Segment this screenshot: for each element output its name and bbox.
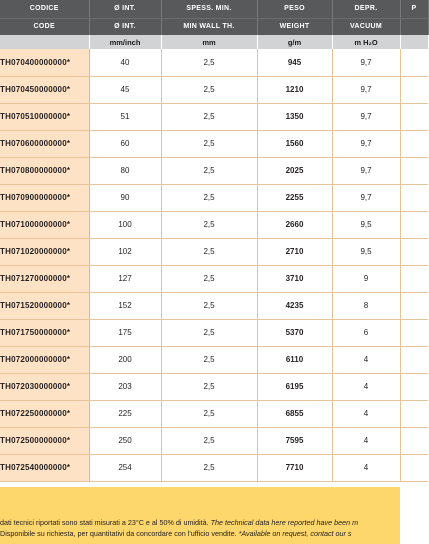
code-cell: TH071270000000* [0, 265, 89, 292]
vacuum-cell: 9,7 [332, 130, 400, 157]
code-cell: TH070400000000* [0, 49, 89, 76]
code-cell: TH071020000000* [0, 238, 89, 265]
vacuum-cell: 9,5 [332, 211, 400, 238]
extra-cell [400, 346, 428, 373]
header-vacuum-en: VACUUM [332, 18, 400, 35]
extra-cell [400, 49, 428, 76]
table-body [0, 49, 428, 481]
extra-cell [400, 427, 428, 454]
vacuum-cell: 6 [332, 319, 400, 346]
vacuum-cell: 4 [332, 427, 400, 454]
wall-thickness-cell: 2,5 [161, 346, 257, 373]
unit-extra [400, 35, 428, 49]
code-cell: TH072540000000* [0, 454, 89, 481]
inner-diameter-cell: 102 [89, 238, 161, 265]
header-row-english [0, 18, 428, 35]
code-cell: TH072500000000* [0, 427, 89, 454]
extra-cell [400, 130, 428, 157]
code-cell: TH071520000000* [0, 292, 89, 319]
header-wall-en: MIN WALL TH. [161, 18, 257, 35]
wall-thickness-cell: 2,5 [161, 319, 257, 346]
header-code-en: CODE [0, 18, 89, 35]
vacuum-cell: 9,7 [332, 103, 400, 130]
header-weight-en: WEIGHT [257, 18, 332, 35]
header-dint-en: Ø INT. [89, 18, 161, 35]
weight-cell: 1350 [257, 103, 332, 130]
wall-thickness-cell: 2,5 [161, 211, 257, 238]
header-wall-it: SPESS. MIN. [161, 0, 257, 18]
weight-cell: 3710 [257, 265, 332, 292]
table-row [0, 400, 428, 427]
unit-vacuum: m H₂O [332, 35, 400, 49]
code-cell: TH070900000000* [0, 184, 89, 211]
vacuum-cell: 4 [332, 454, 400, 481]
table-row [0, 319, 428, 346]
inner-diameter-cell: 175 [89, 319, 161, 346]
vacuum-cell: 9,7 [332, 76, 400, 103]
inner-diameter-cell: 90 [89, 184, 161, 211]
unit-weight: g/m [257, 35, 332, 49]
unit-dint: mm/inch [89, 35, 161, 49]
footer-notes [0, 487, 400, 544]
code-cell: TH070510000000* [0, 103, 89, 130]
vacuum-cell: 9,7 [332, 184, 400, 211]
weight-cell: 1210 [257, 76, 332, 103]
weight-cell: 7595 [257, 427, 332, 454]
weight-cell: 6110 [257, 346, 332, 373]
vacuum-cell: 9,7 [332, 49, 400, 76]
wall-thickness-cell: 2,5 [161, 76, 257, 103]
extra-cell [400, 319, 428, 346]
wall-thickness-cell: 2,5 [161, 265, 257, 292]
weight-cell: 7710 [257, 454, 332, 481]
footer-line-1-italian: dati tecnici riportati sono stati misurati a 23°C e al 50% di umidità. [0, 518, 209, 527]
wall-thickness-cell: 2,5 [161, 184, 257, 211]
extra-cell [400, 184, 428, 211]
weight-cell: 2255 [257, 184, 332, 211]
inner-diameter-cell: 254 [89, 454, 161, 481]
code-cell: TH070800000000* [0, 157, 89, 184]
wall-thickness-cell: 2,5 [161, 238, 257, 265]
wall-thickness-cell: 2,5 [161, 130, 257, 157]
table-row [0, 427, 428, 454]
inner-diameter-cell: 40 [89, 49, 161, 76]
wall-thickness-cell: 2,5 [161, 454, 257, 481]
header-weight-it: PESO [257, 0, 332, 18]
inner-diameter-cell: 51 [89, 103, 161, 130]
code-cell: TH070600000000* [0, 130, 89, 157]
extra-cell [400, 265, 428, 292]
header-dint-it: Ø INT. [89, 0, 161, 18]
extra-cell [400, 76, 428, 103]
weight-cell: 6195 [257, 373, 332, 400]
footer-line-2-italian: Disponibile su richiesta, per quantitativi da concordare con l'ufficio vendite. [0, 529, 237, 538]
inner-diameter-cell: 45 [89, 76, 161, 103]
code-cell: TH072250000000* [0, 400, 89, 427]
code-cell: TH072000000000* [0, 346, 89, 373]
wall-thickness-cell: 2,5 [161, 427, 257, 454]
footer-line-2-english: *Available on request, contact our s [236, 529, 352, 538]
vacuum-cell: 4 [332, 346, 400, 373]
table-row [0, 157, 428, 184]
code-cell: TH070450000000* [0, 76, 89, 103]
weight-cell: 6855 [257, 400, 332, 427]
code-cell: TH071750000000* [0, 319, 89, 346]
wall-thickness-cell: 2,5 [161, 49, 257, 76]
code-cell: TH072030000000* [0, 373, 89, 400]
unit-code [0, 35, 89, 49]
table-row [0, 211, 428, 238]
footer-line-1-english: The technical data here reported have been m [208, 518, 359, 527]
inner-diameter-cell: 200 [89, 346, 161, 373]
table-row [0, 454, 428, 481]
unit-wall: mm [161, 35, 257, 49]
vacuum-cell: 4 [332, 400, 400, 427]
table-row [0, 265, 428, 292]
header-code-it: CODICE [0, 0, 89, 18]
footer-line-2 [0, 529, 400, 538]
table-row [0, 292, 428, 319]
footer-line-1 [0, 518, 400, 527]
table-row [0, 346, 428, 373]
extra-cell [400, 373, 428, 400]
extra-cell [400, 103, 428, 130]
inner-diameter-cell: 225 [89, 400, 161, 427]
table-row [0, 373, 428, 400]
wall-thickness-cell: 2,5 [161, 292, 257, 319]
inner-diameter-cell: 127 [89, 265, 161, 292]
header-extra-it: P [400, 0, 428, 18]
extra-cell [400, 238, 428, 265]
inner-diameter-cell: 203 [89, 373, 161, 400]
inner-diameter-cell: 250 [89, 427, 161, 454]
table-row [0, 76, 428, 103]
vacuum-cell: 9,7 [332, 157, 400, 184]
extra-cell [400, 400, 428, 427]
wall-thickness-cell: 2,5 [161, 400, 257, 427]
vacuum-cell: 9,5 [332, 238, 400, 265]
weight-cell: 2660 [257, 211, 332, 238]
header-row-units [0, 35, 428, 49]
weight-cell: 2025 [257, 157, 332, 184]
weight-cell: 1560 [257, 130, 332, 157]
vacuum-cell: 9 [332, 265, 400, 292]
extra-cell [400, 454, 428, 481]
inner-diameter-cell: 60 [89, 130, 161, 157]
extra-cell [400, 292, 428, 319]
inner-diameter-cell: 152 [89, 292, 161, 319]
weight-cell: 4235 [257, 292, 332, 319]
header-vacuum-it: DEPR. [332, 0, 400, 18]
weight-cell: 2710 [257, 238, 332, 265]
table-row [0, 49, 428, 76]
extra-cell [400, 157, 428, 184]
table-row [0, 184, 428, 211]
inner-diameter-cell: 80 [89, 157, 161, 184]
wall-thickness-cell: 2,5 [161, 103, 257, 130]
wall-thickness-cell: 2,5 [161, 373, 257, 400]
table-row [0, 130, 428, 157]
wall-thickness-cell: 2,5 [161, 157, 257, 184]
code-cell: TH071000000000* [0, 211, 89, 238]
header-row-italian [0, 0, 428, 18]
inner-diameter-cell: 100 [89, 211, 161, 238]
vacuum-cell: 8 [332, 292, 400, 319]
table-row [0, 103, 428, 130]
vacuum-cell: 4 [332, 373, 400, 400]
weight-cell: 945 [257, 49, 332, 76]
header-extra-en [400, 18, 428, 35]
table-row [0, 238, 428, 265]
weight-cell: 5370 [257, 319, 332, 346]
extra-cell [400, 211, 428, 238]
